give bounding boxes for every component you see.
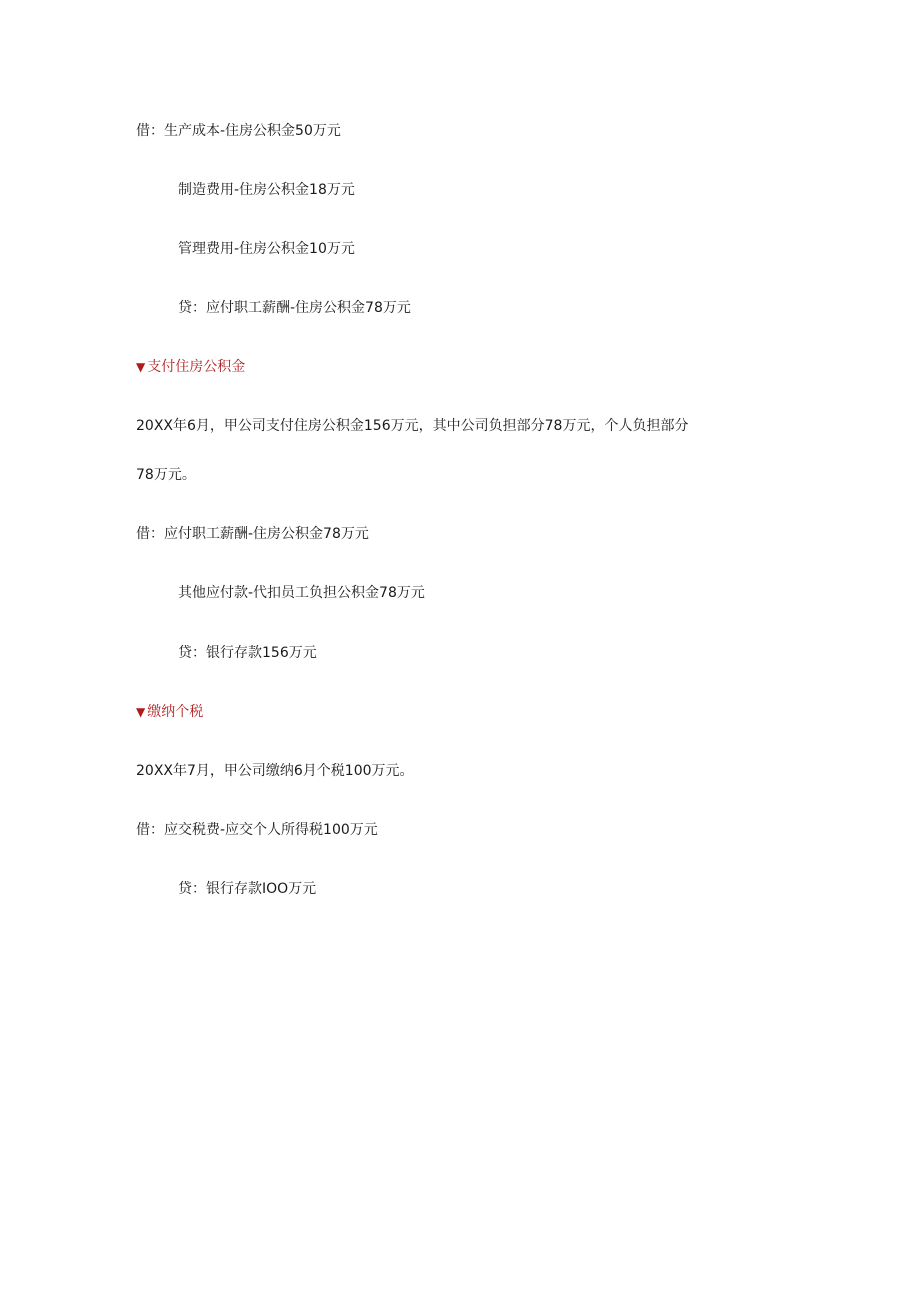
journal-credit-payable: 贷：应付职工薪酬-住房公积金78万元 [178, 300, 411, 316]
journal-debit-manufacturing: 制造费用-住房公积金18万元 [178, 182, 355, 198]
journal-debit-production: 借：生产成本-住房公积金50万元 [136, 123, 341, 139]
journal-credit-bank: 贷：银行存款156万元 [178, 645, 317, 661]
paragraph-tax: 20XX年7月，甲公司缴纳6月个税100万元。 [136, 763, 414, 779]
triangle-down-icon: ▼ [136, 360, 146, 374]
section-title: 缴纳个税 [147, 704, 204, 720]
paragraph-pay-fund-line1: 20XX年6月，甲公司支付住房公积金156万元，其中公司负担部分78万元，个人负担部分 [136, 418, 689, 434]
section-heading-pay-fund [136, 357, 245, 377]
journal-debit-tax: 借：应交税费-应交个人所得税100万元 [136, 822, 378, 838]
journal-debit-payable: 借：应付职工薪酬-住房公积金78万元 [136, 526, 369, 542]
journal-debit-other-payable: 其他应付款-代扣员工负担公积金78万元 [178, 585, 425, 601]
section-heading-tax [136, 702, 203, 722]
journal-debit-admin: 管理费用-住房公积金10万元 [178, 241, 355, 257]
section-title: 支付住房公积金 [147, 359, 246, 375]
triangle-down-icon: ▼ [136, 705, 146, 719]
journal-credit-bank-tax: 贷：银行存款IOO万元 [178, 881, 317, 897]
paragraph-pay-fund-line2: 78万元。 [136, 467, 196, 483]
